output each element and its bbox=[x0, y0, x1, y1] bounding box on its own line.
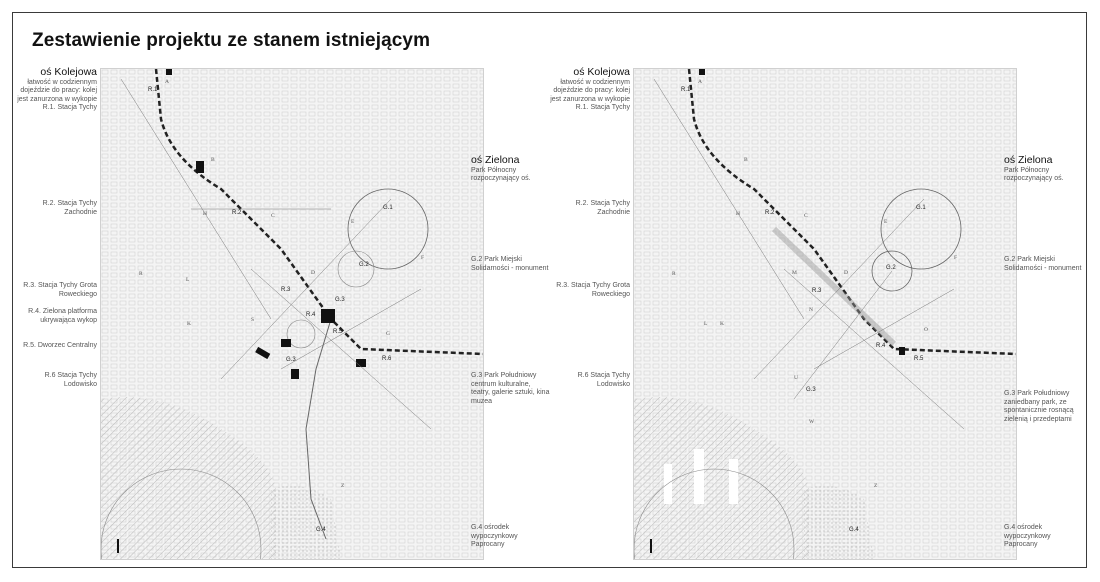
map-existing bbox=[100, 68, 484, 560]
marker-r3-2: R.3 bbox=[812, 288, 822, 294]
svg-text:D: D bbox=[311, 270, 315, 276]
svg-text:R: R bbox=[139, 271, 143, 277]
green-axis-heading: oś Zielona bbox=[471, 154, 520, 166]
svg-text:R: R bbox=[672, 271, 676, 277]
rail-axis-heading: oś Kolejowa bbox=[40, 66, 97, 78]
svg-text:H: H bbox=[203, 211, 207, 217]
svg-text:S: S bbox=[251, 317, 255, 323]
marker-r5-2: R.5 bbox=[914, 356, 924, 362]
svg-text:Z: Z bbox=[341, 483, 345, 489]
marker-r1: R.1 bbox=[148, 87, 158, 93]
svg-text:L: L bbox=[186, 277, 190, 283]
svg-text:F: F bbox=[421, 255, 425, 261]
map-project bbox=[633, 68, 1017, 560]
marker-g2: G.2 bbox=[359, 262, 369, 268]
marker-g1: G.1 bbox=[383, 205, 393, 211]
marker-g4-2: G.4 bbox=[849, 527, 859, 533]
svg-text:A: A bbox=[165, 79, 169, 85]
station-label-r2: R.2. Stacja Tychy Zachodnie bbox=[42, 200, 97, 216]
svg-text:Z: Z bbox=[874, 483, 878, 489]
marker-g3b: G.3 bbox=[286, 357, 296, 363]
marker-r2: R.2 bbox=[232, 210, 242, 216]
svg-text:G: G bbox=[386, 331, 390, 337]
green-axis-block bbox=[471, 154, 551, 184]
marker-g3-2: G.3 bbox=[806, 387, 816, 393]
marker-g2-2: G.2 bbox=[886, 265, 896, 271]
svg-text:E: E bbox=[884, 219, 888, 225]
rail-axis-description: łatwość w codziennym dojeździe do pracy: kolej jest zanurzona w wykopie bbox=[17, 78, 97, 103]
marker-r3: R.3 bbox=[281, 287, 291, 293]
green-axis-description: Park Północny rozpoczynający oś. bbox=[471, 166, 531, 182]
marker-g4: G.4 bbox=[316, 527, 326, 533]
svg-text:F: F bbox=[954, 255, 958, 261]
svg-text:U: U bbox=[794, 375, 798, 381]
green-axis-heading-2: oś Zielona bbox=[1004, 154, 1053, 166]
svg-text:H: H bbox=[736, 211, 740, 217]
rail-station-r1-2: R.1. Stacja Tychy bbox=[575, 104, 630, 111]
svg-text:N: N bbox=[809, 307, 813, 313]
rail-station-r1: R.1. Stacja Tychy bbox=[42, 104, 97, 111]
park-label-g4-2: G.4 ośrodek wypoczynkowy Paprocany bbox=[1004, 524, 1051, 548]
marker-g1-2: G.1 bbox=[916, 205, 926, 211]
station-label-r6: R.6 Stacja Tychy Lodowisko bbox=[44, 372, 97, 388]
svg-text:K: K bbox=[187, 321, 191, 327]
marker-r2-2: R.2 bbox=[765, 210, 775, 216]
station-label-r3: R.3. Stacja Tychy Grota Roweckiego bbox=[23, 282, 97, 298]
map-project-drawing bbox=[634, 69, 1016, 559]
rail-axis-heading-2: oś Kolejowa bbox=[573, 66, 630, 78]
svg-text:C: C bbox=[271, 213, 275, 219]
marker-r5: R.5 bbox=[333, 329, 343, 335]
marker-r1-2: R.1 bbox=[681, 87, 691, 93]
svg-text:M: M bbox=[792, 270, 797, 276]
station-label-r4: R.4. Zielona platforma ukrywająca wykop bbox=[28, 308, 97, 324]
park-label-g2: G.2 Park Miejski Solidarności - monument bbox=[471, 256, 549, 272]
panel-existing bbox=[15, 66, 555, 566]
marker-r6: R.6 bbox=[382, 356, 392, 362]
map-existing-drawing bbox=[101, 69, 483, 559]
svg-text:O: O bbox=[924, 327, 928, 333]
station-label-r2-2: R.2. Stacja Tychy Zachodnie bbox=[575, 200, 630, 216]
panel-project bbox=[548, 66, 1088, 566]
poster-title: Zestawienie projektu ze stanem istniejącym bbox=[32, 30, 431, 51]
park-label-g3-2: G.3 Park Południowy zaniedbany park, ze spontanicznie rosnącą zielenią i przedeptami bbox=[1004, 390, 1074, 423]
svg-text:L: L bbox=[704, 321, 708, 327]
svg-text:C: C bbox=[804, 213, 808, 219]
marker-g3a: G.3 bbox=[335, 297, 345, 303]
green-axis-block-2 bbox=[1004, 154, 1084, 184]
park-label-g2-2: G.2 Park Miejski Solidarności - monument bbox=[1004, 256, 1082, 272]
rail-axis-block bbox=[15, 66, 97, 113]
station-label-r5: R.5. Dworzec Centralny bbox=[23, 342, 97, 349]
green-axis-description-2: Park Północny rozpoczynający oś. bbox=[1004, 166, 1064, 182]
svg-text:D: D bbox=[844, 270, 848, 276]
svg-text:A: A bbox=[698, 79, 702, 85]
park-label-g3: G.3 Park Południowy centrum kulturalne, teatry, galerie sztuki, kina muzea bbox=[471, 372, 550, 405]
rail-axis-block-2 bbox=[548, 66, 630, 113]
rail-axis-description-2: łatwość w codziennym dojeździe do pracy: kolej jest zanurzona w wykopie bbox=[550, 78, 630, 103]
marker-r4-2: R.4 bbox=[876, 343, 886, 349]
station-label-r3-2: R.3. Stacja Tychy Grota Roweckiego bbox=[556, 282, 630, 298]
marker-r4: R.4 bbox=[306, 312, 316, 318]
svg-text:E: E bbox=[351, 219, 355, 225]
svg-text:B: B bbox=[744, 157, 748, 163]
station-label-r6-2: R.6 Stacja Tychy Lodowisko bbox=[577, 372, 630, 388]
park-label-g4: G.4 ośrodek wypoczynkowy Paprocany bbox=[471, 524, 518, 548]
svg-text:B: B bbox=[211, 157, 215, 163]
svg-text:K: K bbox=[720, 321, 724, 327]
svg-text:W: W bbox=[809, 419, 815, 425]
